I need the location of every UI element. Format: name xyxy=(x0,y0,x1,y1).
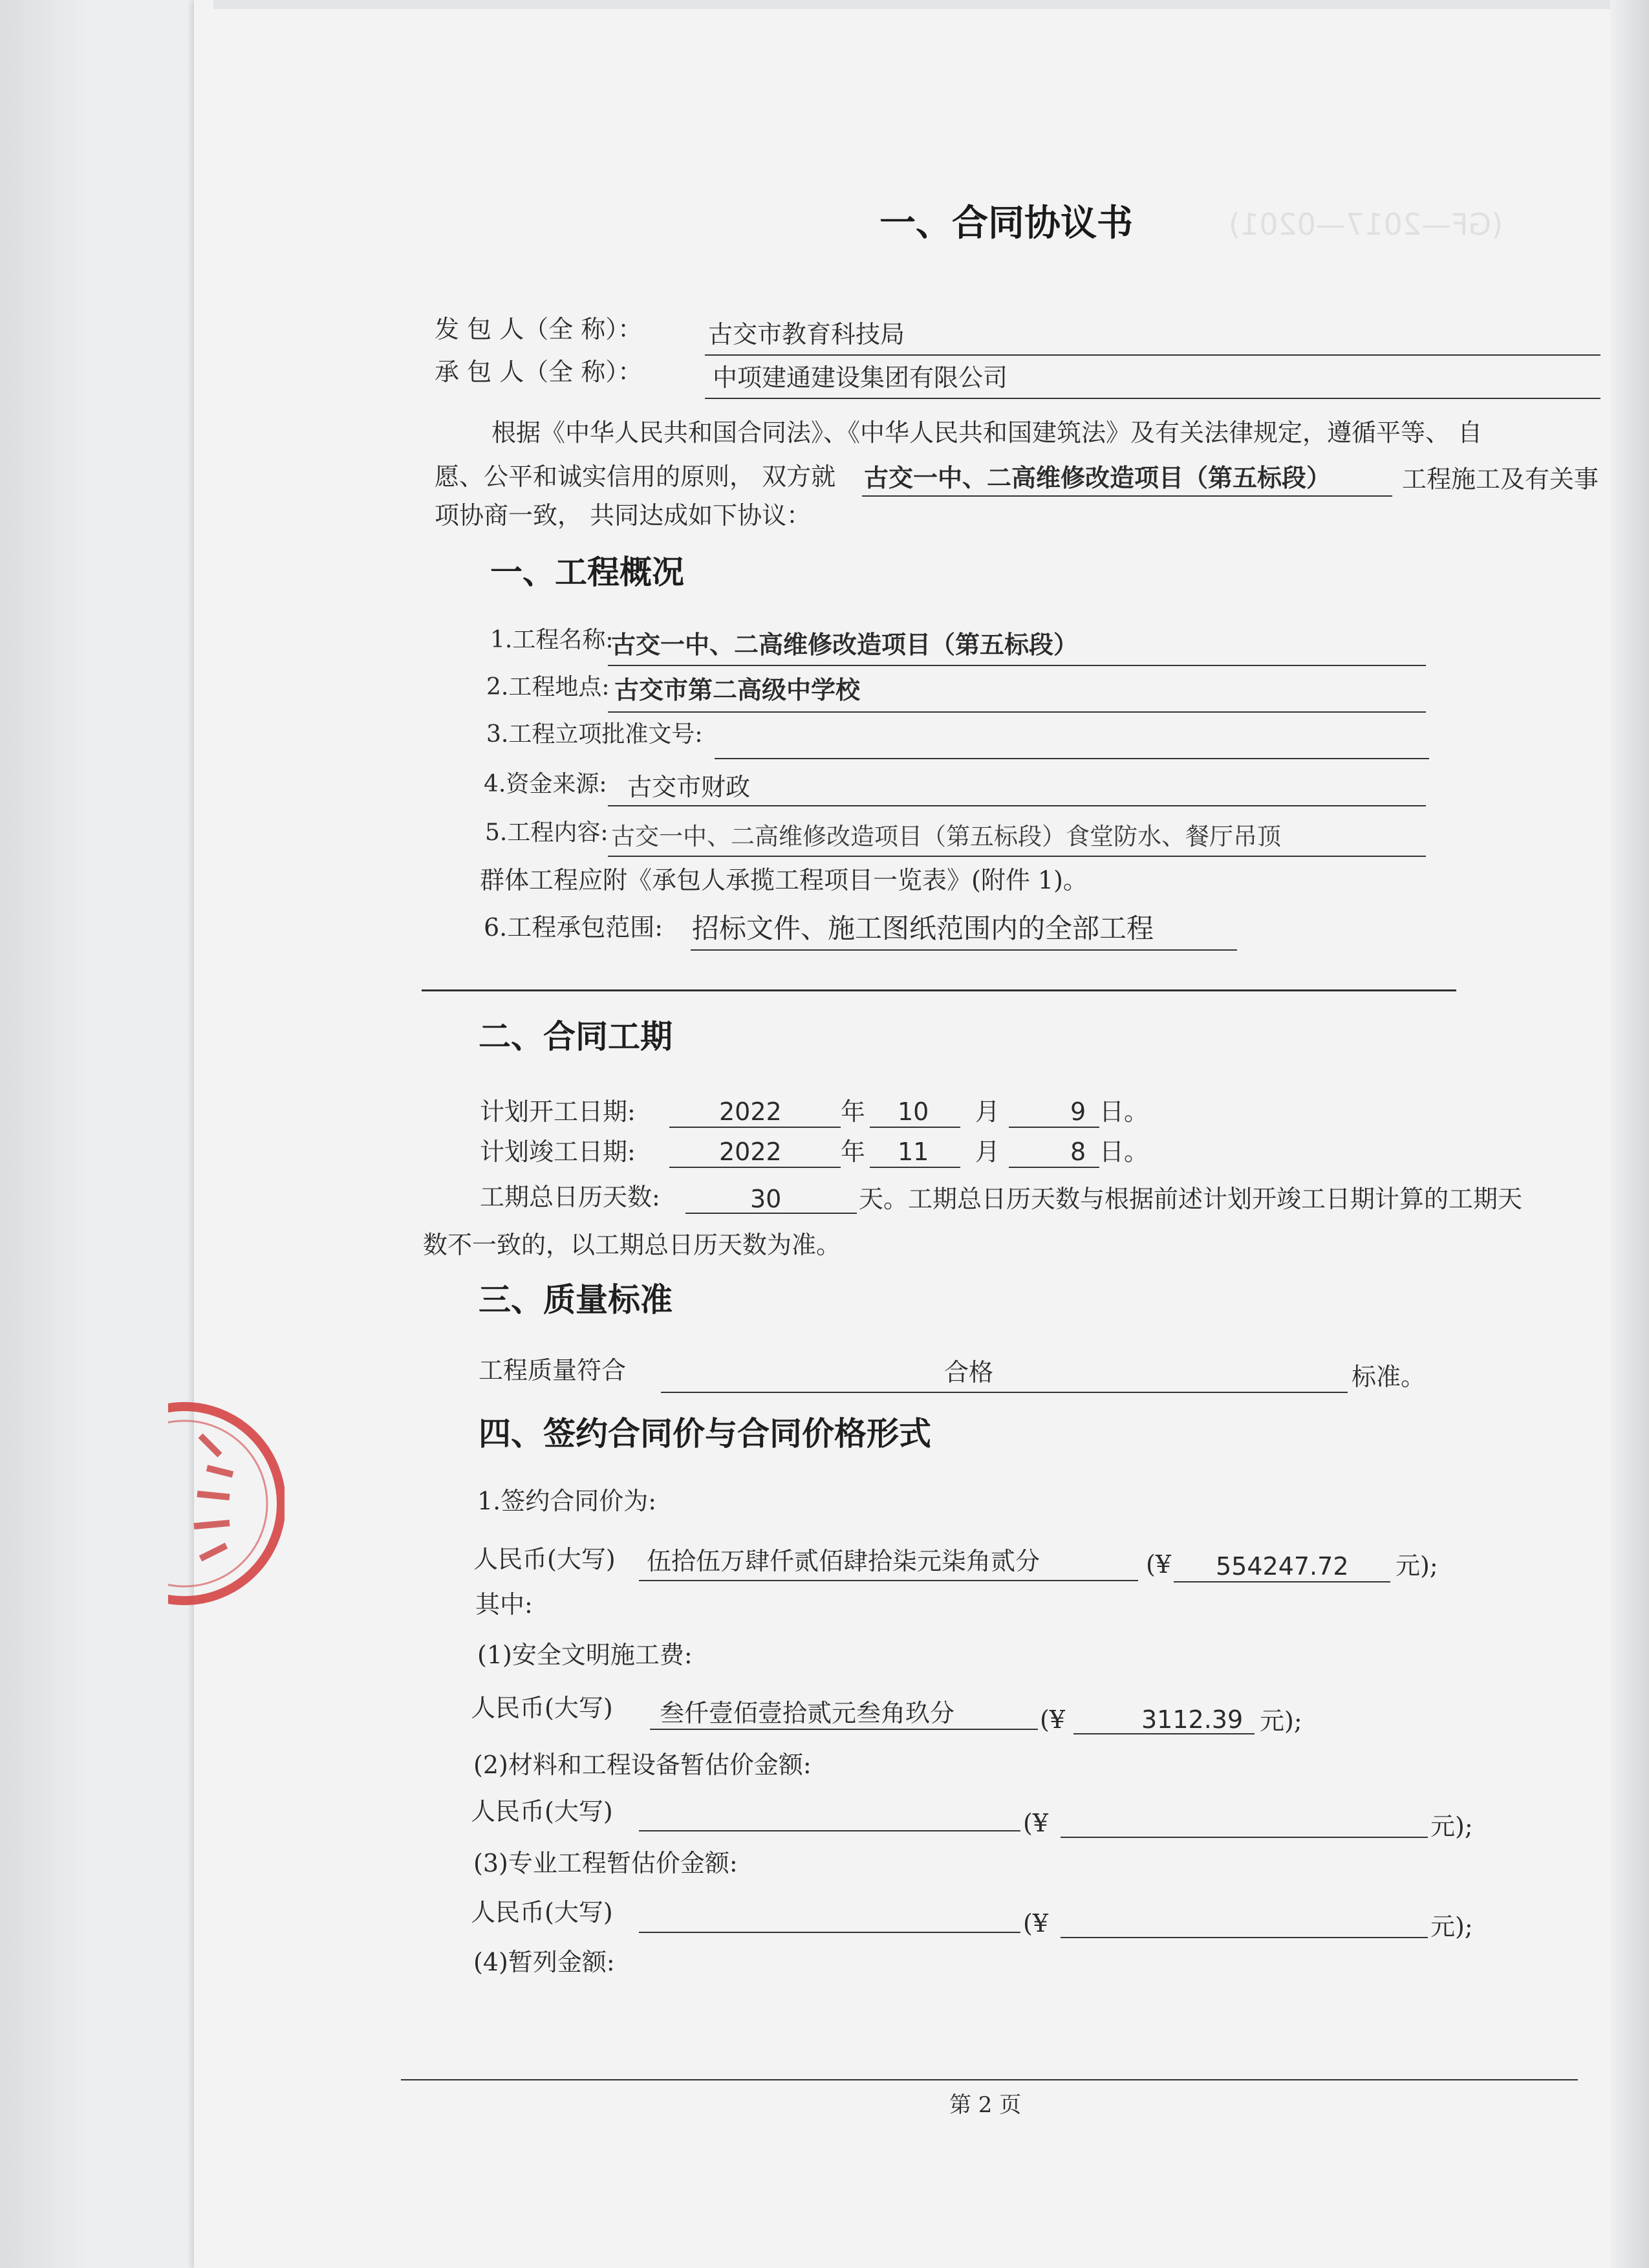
end-day-underline xyxy=(1009,1167,1099,1168)
intro-line-2-post: 工程施工及有关事 xyxy=(1402,465,1599,493)
employer-value: 古交市教育科技局 xyxy=(708,320,905,349)
contractor-underline xyxy=(705,398,1600,399)
provisional-materials-words-underline xyxy=(639,1830,1020,1831)
provisional-materials-yen-open: (¥ xyxy=(1023,1809,1049,1837)
start-date-label: 计划开工日期: xyxy=(480,1097,636,1126)
safety-fee-words: 叁仟壹佰壹拾贰元叁角玖分 xyxy=(660,1699,955,1727)
project-location-value: 古交市第二高级中学校 xyxy=(614,676,861,704)
contract-price-words: 伍拾伍万肆仟贰佰肆拾柒元柒角贰分 xyxy=(647,1547,1040,1575)
project-location-underline xyxy=(608,711,1426,713)
safety-fee-number-underline xyxy=(1073,1733,1255,1734)
contract-price-number: 554247.72 xyxy=(1216,1552,1349,1581)
section-4-heading: 四、签约合同价与合同价格形式 xyxy=(479,1415,931,1453)
intro-line-3: 项协商一致， 共同达成如下协议： xyxy=(435,501,812,530)
provisional-materials-number-underline xyxy=(1061,1837,1428,1838)
quality-label: 工程质量符合 xyxy=(479,1356,627,1385)
start-year-underline xyxy=(669,1127,841,1128)
fund-source-value: 古交市财政 xyxy=(627,773,751,801)
contract-scope-value: 招标文件、施工图纸范围内的全部工程 xyxy=(692,913,1154,944)
footer-divider xyxy=(401,2079,1578,2080)
start-year-unit: 年 xyxy=(841,1097,866,1126)
start-month: 10 xyxy=(898,1097,929,1126)
section-2-heading: 二、合同工期 xyxy=(479,1018,673,1055)
end-date-label: 计划竣工日期: xyxy=(480,1138,636,1166)
intro-project-name: 古交一中、二高维修改造项目（第五标段） xyxy=(864,464,1331,492)
employer-label: 发 包 人（全 称）： xyxy=(435,315,643,343)
company-seal xyxy=(168,1397,285,1785)
safety-fee-yen-open: (¥ xyxy=(1040,1705,1066,1734)
safety-fee-rmb-label: 人民币(大写) xyxy=(471,1694,613,1722)
provisional-materials-yuan-close: 元); xyxy=(1430,1812,1473,1841)
provisional-specialty-yen-open: (¥ xyxy=(1023,1909,1049,1938)
start-year: 2022 xyxy=(719,1097,782,1126)
section-divider xyxy=(422,989,1456,991)
end-month-unit: 月 xyxy=(975,1138,1000,1166)
end-day: 8 xyxy=(1070,1138,1086,1166)
quality-suffix: 标准。 xyxy=(1352,1363,1426,1391)
project-content-note: 群体工程应附《承包人承揽工程项目一览表》(附件 1)。 xyxy=(480,866,1088,894)
sheet-right-edge xyxy=(1610,0,1649,2268)
safety-fee-label: (1)安全文明施工费: xyxy=(477,1641,693,1669)
project-name-underline xyxy=(608,665,1426,666)
provisional-specialty-words-underline xyxy=(639,1932,1020,1933)
start-day: 9 xyxy=(1070,1097,1086,1126)
contract-price-number-underline xyxy=(1174,1581,1390,1582)
end-month-underline xyxy=(870,1167,960,1168)
start-day-underline xyxy=(1009,1127,1099,1128)
provisional-specialty-rmb-label: 人民币(大写) xyxy=(471,1898,613,1927)
intro-project-underline xyxy=(862,495,1392,497)
contract-price-words-underline xyxy=(639,1580,1138,1581)
quality-value: 合格 xyxy=(944,1358,994,1387)
end-month: 11 xyxy=(898,1138,929,1166)
contract-scope-label: 6.工程承包范围: xyxy=(484,913,663,942)
project-content-label: 5.工程内容: xyxy=(485,819,609,846)
project-location-label: 2.工程地点: xyxy=(486,674,610,700)
contractor-value: 中项建通建设集团有限公司 xyxy=(713,363,1008,392)
safety-fee-number: 3112.39 xyxy=(1141,1705,1244,1734)
sheet-top-edge xyxy=(213,0,1649,9)
page-title: 一、合同协议书 xyxy=(879,202,1133,244)
quality-underline xyxy=(661,1392,1348,1393)
end-year-underline xyxy=(669,1167,841,1168)
intro-line-2-pre: 愿、公平和诚实信用的原则， 双方就 xyxy=(435,462,836,491)
end-year-unit: 年 xyxy=(841,1138,866,1166)
contract-price-yen-open: (¥ xyxy=(1146,1550,1172,1579)
approval-number-label: 3.工程立项批准文号: xyxy=(486,721,703,748)
start-month-underline xyxy=(870,1127,960,1128)
provisional-specialty-label: (3)专业工程暂估价金额: xyxy=(473,1849,738,1877)
contract-price-yuan-close: 元); xyxy=(1396,1551,1438,1580)
page-number: 第 2 页 xyxy=(949,2092,1022,2118)
employer-underline xyxy=(705,354,1600,356)
provisional-materials-label: (2)材料和工程设备暂估价金额: xyxy=(473,1751,812,1779)
duration-underline xyxy=(685,1213,857,1214)
fund-source-label: 4.资金来源: xyxy=(484,771,607,797)
contract-scope-underline xyxy=(691,949,1237,951)
contract-price-label: 1.签约合同价为: xyxy=(477,1487,657,1515)
contractor-label: 承 包 人（全 称）： xyxy=(435,358,643,386)
approval-number-underline xyxy=(715,758,1429,759)
show-through-code: (GF—2017—0201) xyxy=(1229,207,1503,242)
provisional-specialty-yuan-close: 元); xyxy=(1430,1912,1473,1941)
section-3-heading: 三、质量标准 xyxy=(479,1281,673,1319)
start-month-unit: 月 xyxy=(975,1097,1000,1126)
project-content-underline xyxy=(608,856,1426,857)
intro-line-1: 根据《中华人民共和国合同法》、《中华人民共和国建筑法》及有关法律规定，遵循平等、 自 xyxy=(491,418,1483,447)
provisional-specialty-number-underline xyxy=(1061,1937,1428,1938)
duration-label: 工期总日历天数: xyxy=(480,1183,660,1211)
duration-text-2: 数不一致的，以工期总日历天数为准。 xyxy=(423,1231,841,1259)
duration-value: 30 xyxy=(750,1185,782,1213)
duration-text: 天。工期总日历天数与根据前述计划开竣工日期计算的工期天 xyxy=(859,1185,1523,1213)
provisional-sum-label: (4)暂列金额: xyxy=(473,1948,615,1976)
project-name-value: 古交一中、二高维修改造项目（第五标段） xyxy=(611,631,1079,659)
provisional-materials-rmb-label: 人民币(大写) xyxy=(471,1797,613,1826)
fund-source-underline xyxy=(608,805,1426,806)
among-label: 其中: xyxy=(475,1590,533,1619)
contract-price-rmb-label: 人民币(大写) xyxy=(473,1545,616,1573)
end-day-unit: 日。 xyxy=(1099,1138,1149,1166)
section-1-heading: 一、工程概况 xyxy=(490,554,684,591)
safety-fee-words-underline xyxy=(650,1729,1038,1730)
end-year: 2022 xyxy=(719,1138,782,1166)
project-content-value: 古交一中、二高维修改造项目（第五标段）食堂防水、餐厅吊顶 xyxy=(611,823,1281,850)
project-name-label: 1.工程名称: xyxy=(490,627,614,653)
start-day-unit: 日。 xyxy=(1099,1097,1149,1126)
safety-fee-yuan-close: 元); xyxy=(1260,1707,1302,1735)
